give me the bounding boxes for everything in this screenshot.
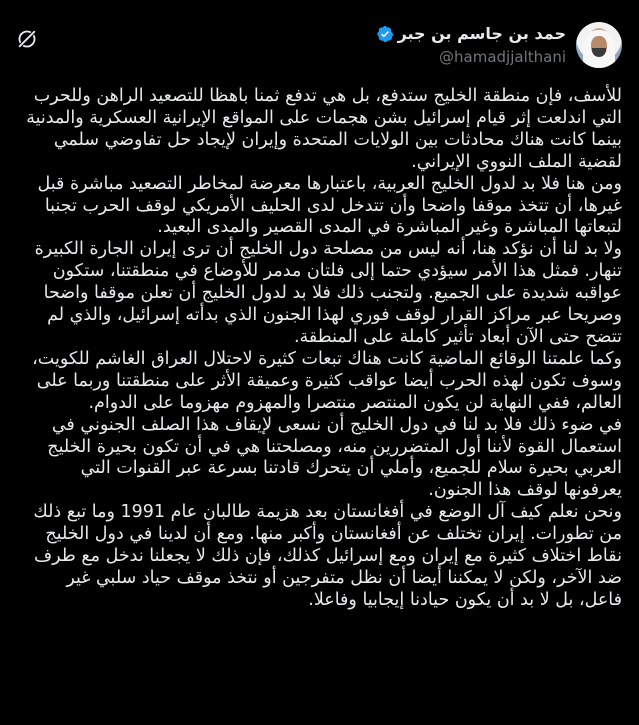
post-text: للأسف، فإن منطقة الخليج ستدفع، بل هي تدفع ثمنا باهظا للتصعيد الراهن وللحرب التي اندلعت إثر قيام إسرائيل بشن هجمات على المواقع الإيرانية العسكرية والمدنية بينما كانت هناك محادثات بين الولايات المتحدة وإيران لإيجاد حل تفاوضي سلمي لقضية الملف النووي الإيراني. ومن هنا فلا بد لدول الخليج العربية، باعتبارها معرضة لمخاطر التصعيد مباشرة قبل غيرها، أن تتخذ موقفا واضحا وأن تتدخل لدى الحليف الأمريكي لوقف الحرب تجنبا لتبعاتها المباشرة وغير المباشرة في المدى القصير والمدى البعيد. ولا بد لنا أن نؤكد هنا، أنه ليس من مصلحة دول الخليج أن ترى إيران الجارة الكبيرة تنهار. فمثل هذا الأمر سيؤدي حتما إلى فلتان مدمر للأوضاع في منطقتنا، ستكون عواقبه شديدة على الجميع. ولتجنب ذلك فلا بد لدول الخليج أن تعلن موقفا واضحا وصريحا عبر مراكز القرار لوقف فوري لهذا الجنون الذي بدأته إسرائيل، والذي لم تتضح حتى الآن أبعاد تأثير كاملة على المنطقة. وكما علمتنا الوقائع الماضية كانت هناك تبعات كثيرة لاحتلال العراق الغاشم للكويت، وسوف تكون لهذه الحرب أيضا عواقب كثيرة وعميقة الأثر على منطقتنا وربما على العالم، ففي النهاية لن يكون المنتصر منتصرا والمهزوم مهزوما على الدوام. في ضوء ذلك فلا بد لنا في دول الخليج أن نسعى لإيقاف هذا الصلف الجنوني في استعمال القوة لأننا أول المتضررين منه، ومصلحتنا هي في أن تكون بحيرة الخليج العربي بحيرة سلام للجميع، وأملي أن يتحرك قادتنا بسرعة عبر القنوات التي يعرفونها لوقف هذا الجنون. ونحن نعلم كيف آل الوضع في أفغانستان بعد هزيمة طالبان عام 1991 وما تبع ذلك من تطورات. إيران تختلف عن أفغانستان وأكبر منها. ومع أن لدينا في دول الخليج نقاط اختلاف كثيرة مع إيران ومع إسرائيل كذلك، فإن ذلك لا يجعلنا ندخل مع طرف ضد الآخر، ولكن لا يمكننا أيضا أن نظل متفرجين أو نتخذ موقف حياد سلبي غير فاعل، بل لا بد أن يكون حيادنا إيجابيا وفاعلا. bbox=[26, 86, 622, 610]
author-name[interactable]: حمد بن جاسم بن جبر bbox=[397, 24, 566, 43]
verified-badge-icon bbox=[376, 25, 394, 43]
avatar[interactable] bbox=[576, 22, 622, 68]
author-name-row[interactable] bbox=[376, 24, 566, 43]
post-header bbox=[0, 0, 639, 84]
author-handle[interactable]: @hamadjjalthani bbox=[439, 48, 566, 66]
grok-slash-icon[interactable] bbox=[16, 28, 38, 50]
